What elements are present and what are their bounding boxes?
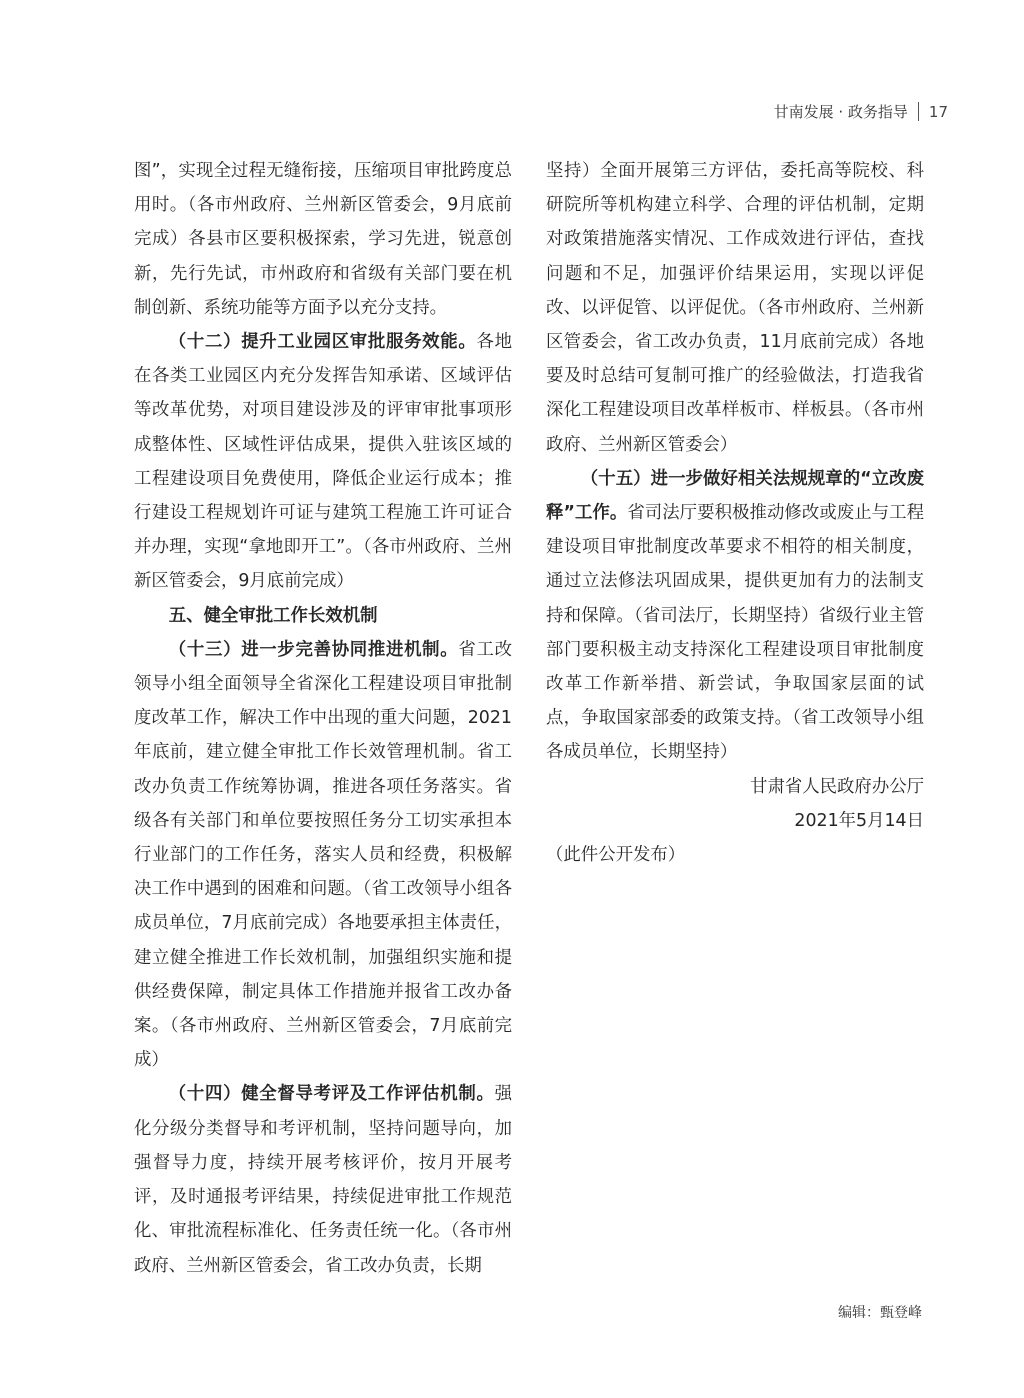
right-column bbox=[546, 154, 924, 872]
issue-date: 2021年5月14日 bbox=[794, 810, 924, 831]
section-heading: 五、健全审批工作长效机制 bbox=[168, 605, 378, 626]
paragraph-item-15 bbox=[546, 462, 924, 770]
paragraph-item-14 bbox=[134, 1077, 512, 1282]
paragraph-item-12 bbox=[134, 325, 512, 599]
item-13-heading: （十三）进一步完善协同推进机制。 bbox=[168, 639, 459, 660]
item-12-heading: （十二）提升工业园区审批服务效能。 bbox=[168, 332, 477, 353]
item-13-body: 省工改领导小组全面领导全省深化工程建设项目审批制度改革工作，解决工作中出现的重大问题，2021年底前，建立健全审批工作长效管理机制。省工改办负责工作统筹协调，推进各项任务落实。省级各有关部门和单位要按照任务分工切实承担本行业部门的工作任务，落实人员和经费，积极解决工作中遇到的困难和问题。（省工改领导小组各成员单位，7月底前完成）各地要承担主体责任，建立健全推进工作长效机制，加强组织实施和提供经费保障，制定具体工作措施并报省工改办备案。（各市州政府、兰州新区管委会，7月底前完成） bbox=[134, 639, 512, 1071]
running-header bbox=[774, 101, 948, 122]
paragraph-item-14-continued: 坚持）全面开展第三方评估，委托高等院校、科研院所等机构建立科学、合理的评估机制，定期对政策措施落实情况、工作成效进行评估，查找问题和不足，加强评价结果运用，实现以评促改、以评促管、以评促优。（各市州政府、兰州新区管委会，省工改办负责，11月底前完成）各地要及时总结可复制可推广的经验做法，打造我省深化工程建设项目改革样板市、样板县。（各市州政府、兰州新区管委会） bbox=[546, 161, 924, 455]
item-15-body: 省司法厅要积极推动修改或废止与工程建设项目审批制度改革要求不相符的相关制度，通过立法修法巩固成果，提供更加有力的法制支持和保障。（省司法厅，长期坚持）省级行业主管部门要积极主动支持深化工程建设项目审批制度改革工作新举措、新尝试，争取国家层面的试点，争取国家部委的政策支持。（省工改领导小组各成员单位，长期坚持） bbox=[546, 503, 924, 763]
header-title: 甘南发展 · 政务指导 bbox=[773, 103, 908, 121]
left-column bbox=[134, 154, 512, 1283]
header-divider bbox=[918, 102, 919, 121]
issuer: 甘肃省人民政府办公厅 bbox=[750, 776, 924, 797]
item-14-heading: （十四）健全督导考评及工作评估机制。 bbox=[168, 1084, 495, 1105]
item-14-body: 强化分级分类督导和考评机制，坚持问题导向，加强督导力度，持续开展考核评价，按月开展考评，及时通报考评结果，持续促进审批工作规范化、审批流程标准化、任务责任统一化。（各市州政府、兰州新区管委会，省工改办负责，长期 bbox=[134, 1084, 512, 1276]
item-12-body: 各地在各类工业园区内充分发挥告知承诺、区域评估等改革优势，对项目建设涉及的评审审批事项形成整体性、区域性评估成果，提供入驻该区域的工程建设项目免费使用，降低企业运行成本；推行建设工程规划许可证与建筑工程施工许可证合并办理，实现“拿地即开工”。（各市州政府、兰州新区管委会，9月底前完成） bbox=[134, 332, 512, 592]
release-note: （此件公开发布） bbox=[546, 845, 686, 866]
editor-credit: 编辑：甄登峰 bbox=[838, 1305, 922, 1321]
paragraph-continuation: 图”，实现全过程无缝衔接，压缩项目审批跨度总用时。（各市州政府、兰州新区管委会，9月底前完成）各县市区要积极探索，学习先进，锐意创新，先行先试，市州政府和省级有关部门要在机制创新、系统功能等方面予以充分支持。 bbox=[134, 161, 512, 318]
item-15-heading: （十五）进一步做好相关法规规章的“立改废释”工作。 bbox=[546, 468, 924, 524]
page-number: 17 bbox=[928, 103, 948, 121]
paragraph-item-13 bbox=[134, 633, 512, 1078]
